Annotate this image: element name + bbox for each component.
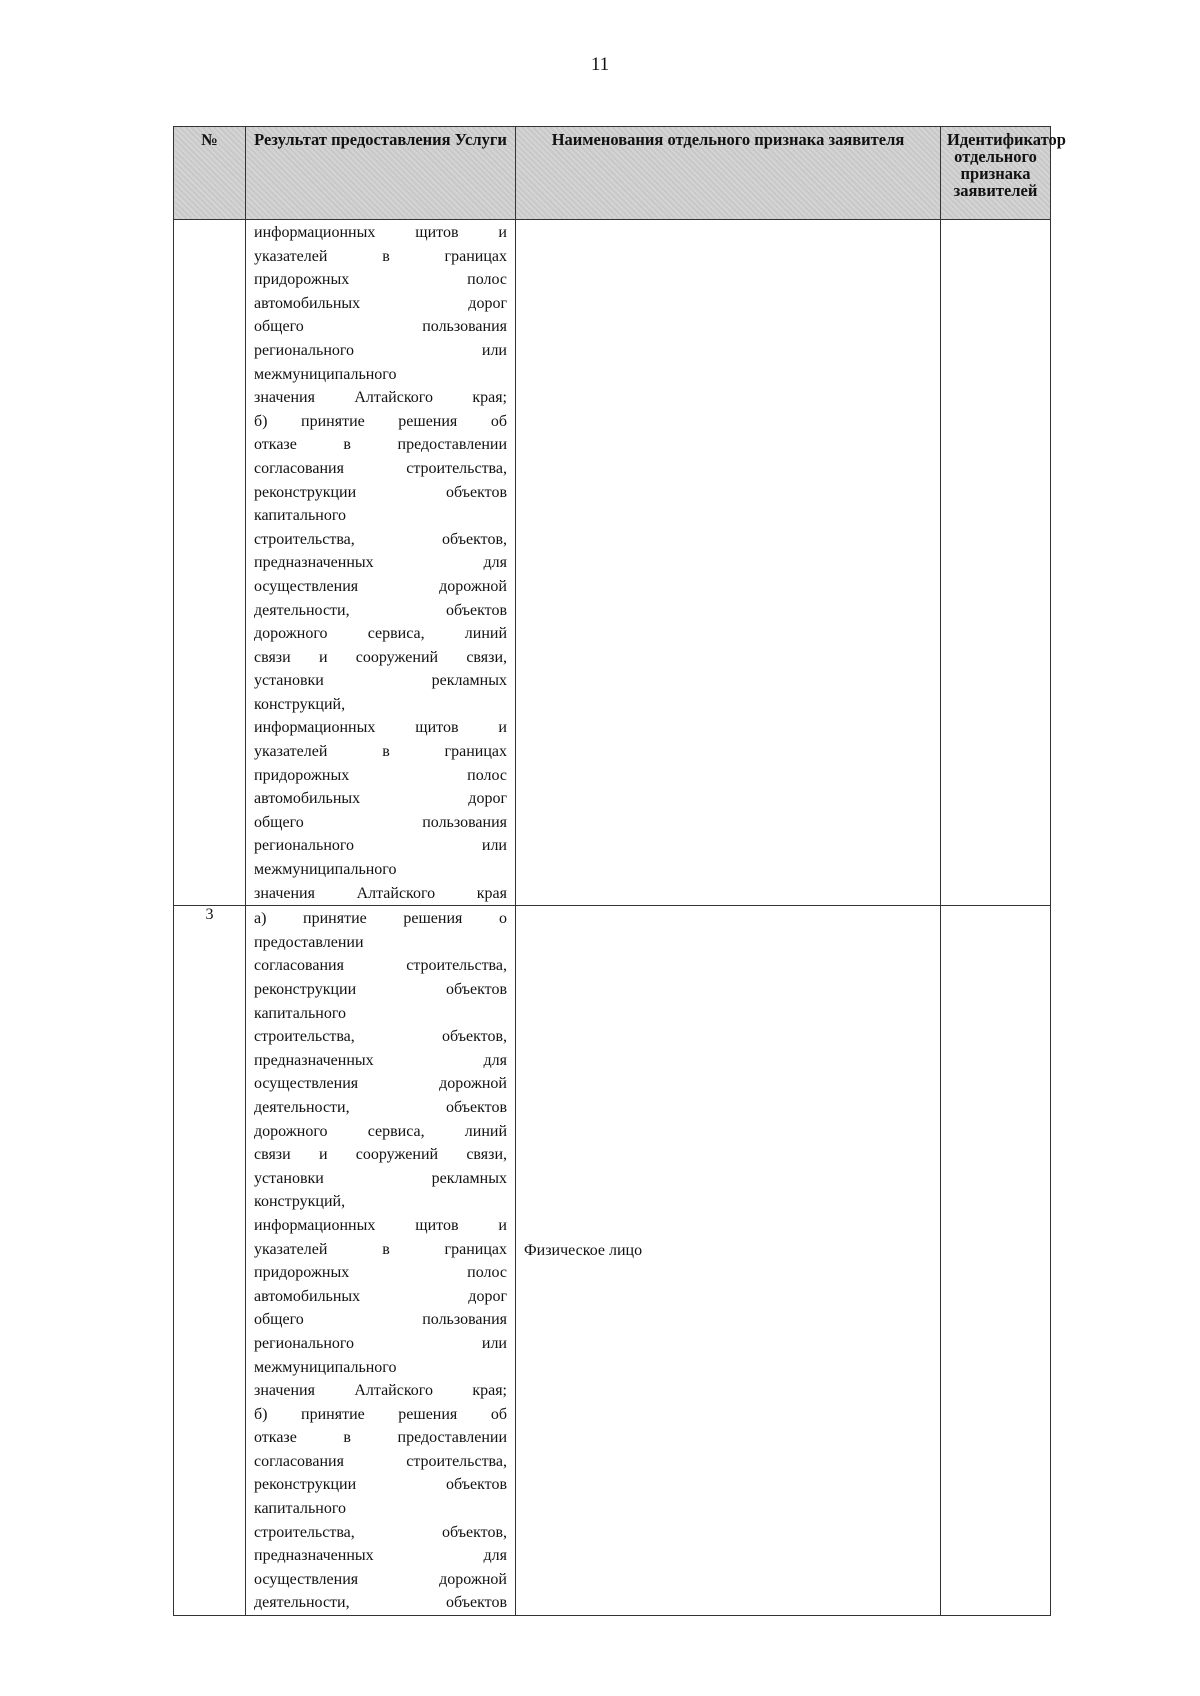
table-row: [174, 906, 1051, 1616]
result-text-line: указателей в границах: [254, 1240, 507, 1258]
result-text-line: осуществления дорожной: [254, 1570, 507, 1588]
result-text-line: деятельности, объектов: [254, 1098, 507, 1116]
result-text-line: конструкций,: [254, 1193, 346, 1211]
result-text-line: предназначенных для: [254, 1051, 507, 1069]
result-text: [246, 906, 515, 1616]
table-header-row: [174, 127, 1051, 220]
result-text-line: дорожного сервиса, линий: [254, 1122, 507, 1140]
result-text-line: осуществления дорожной: [254, 577, 507, 595]
result-text-line: предоставлении: [254, 933, 364, 951]
result-text-line: согласования строительства,: [254, 1452, 507, 1470]
result-text-line: информационных щитов и: [254, 1216, 507, 1234]
feature-name-cell: [516, 906, 941, 1616]
result-text-line: регионального или: [254, 1334, 507, 1352]
result-text-line: регионального или: [254, 341, 507, 359]
result-text-line: придорожных полос: [254, 766, 507, 784]
applicant-features-table: [173, 126, 1066, 1616]
result-text-line: б) принятие решения об: [254, 412, 507, 430]
row-number-cell: 3: [174, 906, 246, 1616]
result-text-line: информационных щитов и: [254, 224, 507, 241]
result-text-line: отказе в предоставлении: [254, 436, 507, 454]
result-text-line: строительства, объектов,: [254, 530, 507, 548]
result-text-line: капитального: [254, 507, 346, 525]
result-text-line: указателей в границах: [254, 247, 507, 265]
result-text: [246, 220, 515, 906]
result-text-line: б) принятие решения об: [254, 1405, 507, 1423]
result-text-line: межмуниципального: [254, 365, 397, 383]
header-number: №: [174, 127, 246, 220]
result-cell: [246, 220, 516, 906]
result-cell: [246, 906, 516, 1616]
result-text-line: связи и сооружений связи,: [254, 648, 507, 666]
result-text-line: строительства, объектов,: [254, 1028, 507, 1046]
result-text-line: значения Алтайского края;: [254, 389, 507, 407]
result-text-line: реконструкции объектов: [254, 1476, 507, 1494]
result-text-line: реконструкции объектов: [254, 483, 507, 501]
result-text-line: установки рекламных: [254, 1169, 507, 1187]
result-text-line: деятельности, объектов: [254, 601, 507, 619]
result-text-line: информационных щитов и: [254, 719, 507, 737]
feature-id-cell: [941, 220, 1051, 906]
table-row: [174, 220, 1051, 906]
result-text-line: капитального: [254, 1004, 346, 1022]
result-text-line: общего пользования: [254, 1311, 507, 1329]
result-text-line: придорожных полос: [254, 271, 507, 289]
result-text-line: указателей в границах: [254, 743, 507, 761]
result-text-line: общего пользования: [254, 813, 507, 831]
feature-id-cell: [941, 906, 1051, 1616]
result-text-line: предназначенных для: [254, 1547, 507, 1565]
header-result: Результат предоставления Услуги: [246, 127, 516, 220]
result-text-line: предназначенных для: [254, 554, 507, 572]
result-text-line: автомобильных дорог: [254, 294, 507, 312]
feature-name-value: Физическое лицо: [524, 1242, 643, 1260]
result-text-line: конструкций,: [254, 695, 346, 713]
result-text-line: межмуниципального: [254, 1358, 397, 1376]
result-text-line: согласования строительства,: [254, 957, 507, 975]
page-number: 11: [590, 54, 610, 75]
header-feature-name: Наименования отдельного признака заявителя: [516, 127, 941, 220]
result-text-line: связи и сооружений связи,: [254, 1146, 507, 1164]
result-text-line: строительства, объектов,: [254, 1523, 507, 1541]
result-text-line: капитального: [254, 1500, 346, 1518]
result-text-line: автомобильных дорог: [254, 1287, 507, 1305]
result-text-line: регионального или: [254, 837, 507, 855]
result-text-line: межмуниципального: [254, 861, 397, 879]
result-text-line: установки рекламных: [254, 672, 507, 690]
result-text-line: согласования строительства,: [254, 459, 507, 477]
feature-name-cell: [516, 220, 941, 906]
result-text-line: значения Алтайского края: [254, 884, 507, 902]
result-text-line: реконструкции объектов: [254, 981, 507, 998]
result-text-line: общего пользования: [254, 318, 507, 336]
result-text-line: дорожного сервиса, линий: [254, 625, 507, 643]
result-text-line: значения Алтайского края;: [254, 1382, 507, 1400]
row-number-cell: [174, 220, 246, 906]
result-text-line: осуществления дорожной: [254, 1075, 507, 1093]
result-text-line: отказе в предоставлении: [254, 1429, 507, 1447]
result-text-line: деятельности, объектов: [254, 1594, 507, 1612]
result-text-line: придорожных полос: [254, 1264, 507, 1282]
result-text-line: а) принятие решения о: [254, 910, 507, 928]
header-feature-id: Идентификатор отдельного признака заявителей: [941, 127, 1051, 220]
result-text-line: автомобильных дорог: [254, 790, 507, 808]
